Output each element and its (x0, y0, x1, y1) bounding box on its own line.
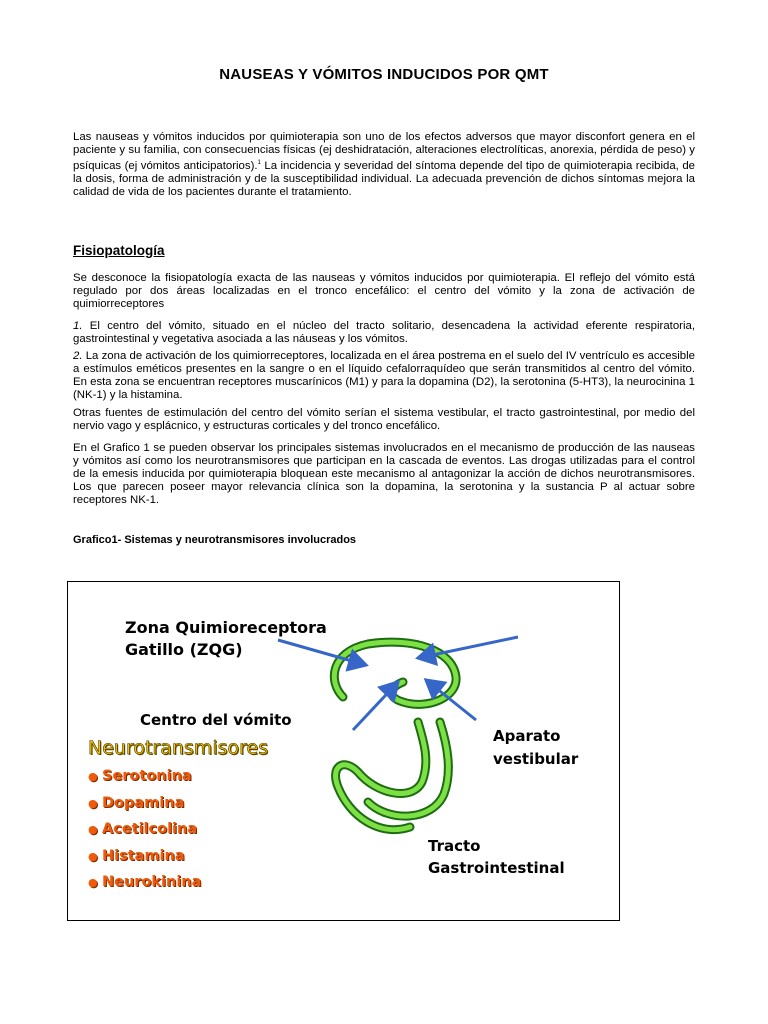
neurotransmitter-label: Acetilcolina (102, 821, 198, 837)
paragraph-5: En el Grafico 1 se pueden observar los principales sistemas involucrados en el mecanismo de producción de las nauseas y vómitos así como los neurotransmisores que participan en la cascada de eventos. Las drogas utilizadas para el control de la emesis inducida por quimioterapia bloquean este mecanismo al antagonizar la acción de dichos neurotransmisores. Los que parecen poseer mayor relevancia clínica son la dopamina, la serotonina y la sustancia P al actuar sobre receptores NK-1. (73, 442, 695, 506)
figure-box (67, 581, 620, 921)
stomach-shape (336, 722, 449, 830)
intro-paragraph (73, 131, 695, 199)
neurotransmitter-item (88, 821, 201, 848)
bullet-icon: ● (88, 823, 98, 836)
label-centro-vomito: Centro del vómito (140, 711, 292, 729)
paragraph-2-text: El centro del vómito, situado en el núcleo del tracto solitario, desencadena la actividad eferente respiratoria, gastrointestinal y vegetativa asociada a las náuseas y los vómitos. (73, 320, 695, 345)
neurotransmitter-item (88, 768, 201, 795)
neurotransmitters-title: Neurotransmisores (88, 737, 269, 759)
bullet-icon: ● (88, 770, 98, 783)
neurotransmitter-label: Neurokinina (102, 874, 202, 890)
label-zqg-line2: Gatillo (ZQG) (125, 640, 243, 659)
label-vestibular: vestibular (493, 750, 579, 768)
diagram-arrows (278, 637, 518, 730)
neurotransmitter-item (88, 848, 201, 875)
bullet-icon: ● (88, 876, 98, 889)
footnote-ref: 1 (257, 160, 261, 166)
label-aparato: Aparato (493, 727, 561, 745)
label-gastrointestinal: Gastrointestinal (428, 859, 565, 877)
neurotransmitter-label: Serotonina (102, 768, 192, 784)
paragraph-2-number: 1. (73, 320, 83, 332)
neurotransmitter-item (88, 795, 201, 822)
bullet-icon: ● (88, 796, 98, 810)
intro-text-a: Las nauseas y vómitos inducidos por quimioterapia son uno de los efectos adversos que mayor disconfort genera en el paciente y su familia, con consecuencias físicas (ej deshidratación, alteraciones electrolíticas, anorexia, pérdida de peso) y psíquicas (ej vómitos anticipatorios). (73, 131, 695, 172)
intro-text-b: La incidencia y severidad del síntoma depende del tipo de quimioterapia recibida, de la dosis, forma de administración y de la susceptibilidad individual. La adecuada prevención de dichos síntomas mejora la calidad de vida de los pacientes durante el tratamiento. (73, 159, 695, 198)
bullet-icon: ● (88, 849, 98, 863)
label-zqg-line1: Zona Quimioreceptora (125, 618, 327, 637)
label-tracto: Tracto (428, 837, 481, 855)
paragraph-2 (73, 320, 695, 346)
brainstem-shape (334, 642, 456, 704)
paragraph-3-text: La zona de activación de los quimiorreceptores, localizada en el área postrema en el suelo del IV ventrículo es accesible a estímulos eméticos presentes en la sangre o en el líquido cefalorraquídeo que serán transmitidos al centro del vómito. En esta zona se encuentran receptores muscarínicos (M1) y para la dopamina (D2), la serotonina (5-HT3), la neurocinina 1 (NK-1) y la histamina. (73, 350, 695, 401)
document-title: NAUSEAS Y VÓMITOS INDUCIDOS POR QMT (219, 66, 549, 83)
paragraph-1: Se desconoce la fisiopatología exacta de las nauseas y vómitos inducidos por quimioterapia. El reflejo del vómito está regulado por dos áreas localizadas en el tronco encefálico: el centro del vómito y la zona de activación de quimiorreceptores (73, 272, 695, 310)
paragraph-4: Otras fuentes de estimulación del centro del vómito serían el sistema vestibular, el tracto gastrointestinal, por medio del nervio vago y esplácnico, y estructuras corticales y del tronco encefálico. (73, 407, 695, 432)
neurotransmitter-item (88, 874, 201, 901)
section-heading: Fisiopatología (73, 243, 165, 258)
neurotransmitter-label: Histamina (102, 847, 185, 864)
figure-caption: Grafico1- Sistemas y neurotransmisores involucrados (73, 534, 357, 546)
paragraph-3 (73, 350, 695, 402)
neurotransmitter-label: Dopamina (102, 794, 185, 811)
paragraph-3-number: 2. (73, 350, 83, 362)
neurotransmitters-list (88, 768, 201, 901)
arrow-from-below (353, 682, 398, 730)
